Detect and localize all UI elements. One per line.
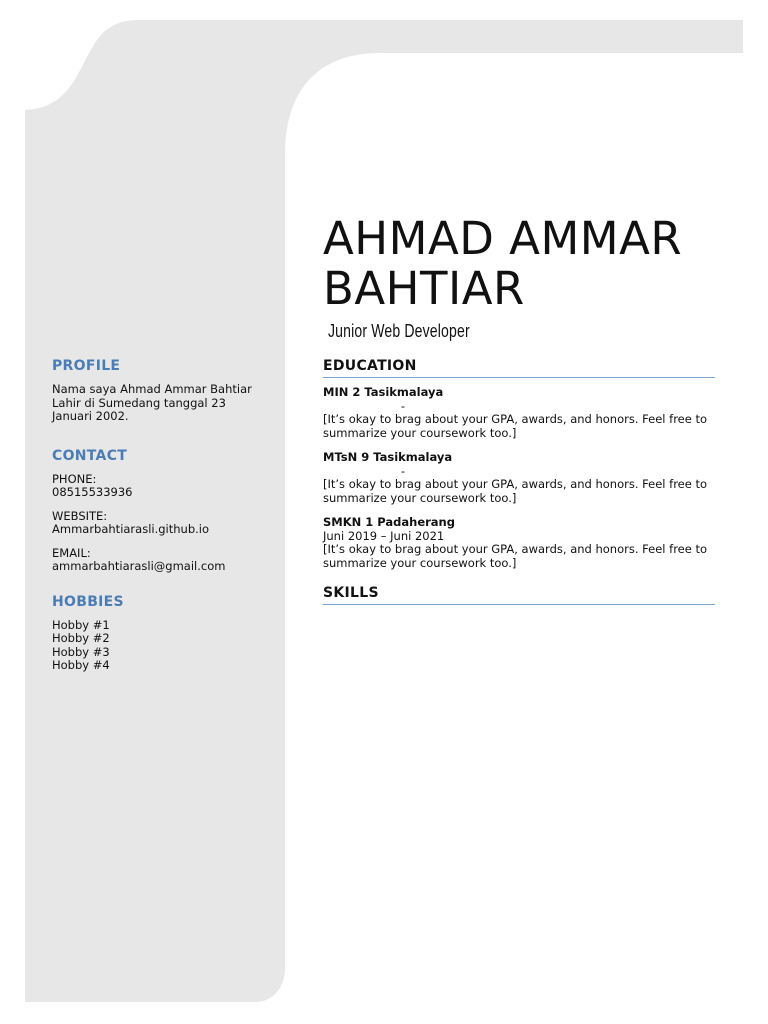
email-label: EMAIL: [52,545,91,560]
job-title: Junior Web Developer [328,321,470,341]
contact-heading: CONTACT [52,447,128,464]
candidate-name [323,214,743,314]
hobby-item: Hobby #1 [52,617,110,632]
hobby-item: Hobby #3 [52,644,110,659]
name-line-2: BAHTIAR [323,262,525,315]
email-link[interactable]: ammarbahtiarasli@gmail.com [52,559,226,573]
profile-line: Nama saya Ahmad Ammar Bahtiar [52,382,252,396]
hobby-item: Hobby #2 [52,631,110,645]
profile-line: Lahir di Sumedang tanggal 23 [52,395,226,410]
profile-heading: PROFILE [52,358,121,374]
school-dates: - [400,398,406,413]
school-description: [It’s okay to brag about your GPA, awards, and honors. Feel free to [323,542,708,556]
school-description: summarize your coursework too.] [323,555,517,570]
education-entry [323,516,715,570]
school-description: summarize your coursework too.] [323,425,517,440]
education-entry [323,386,715,440]
school-dates: - [400,463,406,478]
school-description: summarize your coursework too.] [323,490,517,505]
education-entry [323,451,715,505]
school-name: MTsN 9 Tasikmalaya [323,450,453,464]
hobby-item: Hobby #4 [52,658,110,672]
school-description: [It’s okay to brag about your GPA, awards, and honors. Feel free to [323,412,708,426]
website-link[interactable]: Ammarbahtiarasli.github.io [52,522,210,536]
main-column [323,358,715,613]
phone-label: PHONE: [52,471,97,486]
website-label: WEBSITE: [52,508,108,523]
education-heading: EDUCATION [323,358,715,378]
name-line-1: AHMAD AMMAR [323,212,683,265]
school-name: MIN 2 Tasikmalaya [323,385,444,399]
school-dates: Juni 2019 – Juni 2021 [323,528,445,543]
school-name: SMKN 1 Padaherang [323,515,455,529]
phone-value: 08515533936 [52,485,133,499]
school-description: [It’s okay to brag about your GPA, awards, and honors. Feel free to [323,477,708,491]
skills-heading: SKILLS [323,585,715,605]
hobbies-heading: HOBBIES [52,593,124,610]
profile-line: Januari 2002. [52,409,129,423]
sidebar [52,358,262,673]
